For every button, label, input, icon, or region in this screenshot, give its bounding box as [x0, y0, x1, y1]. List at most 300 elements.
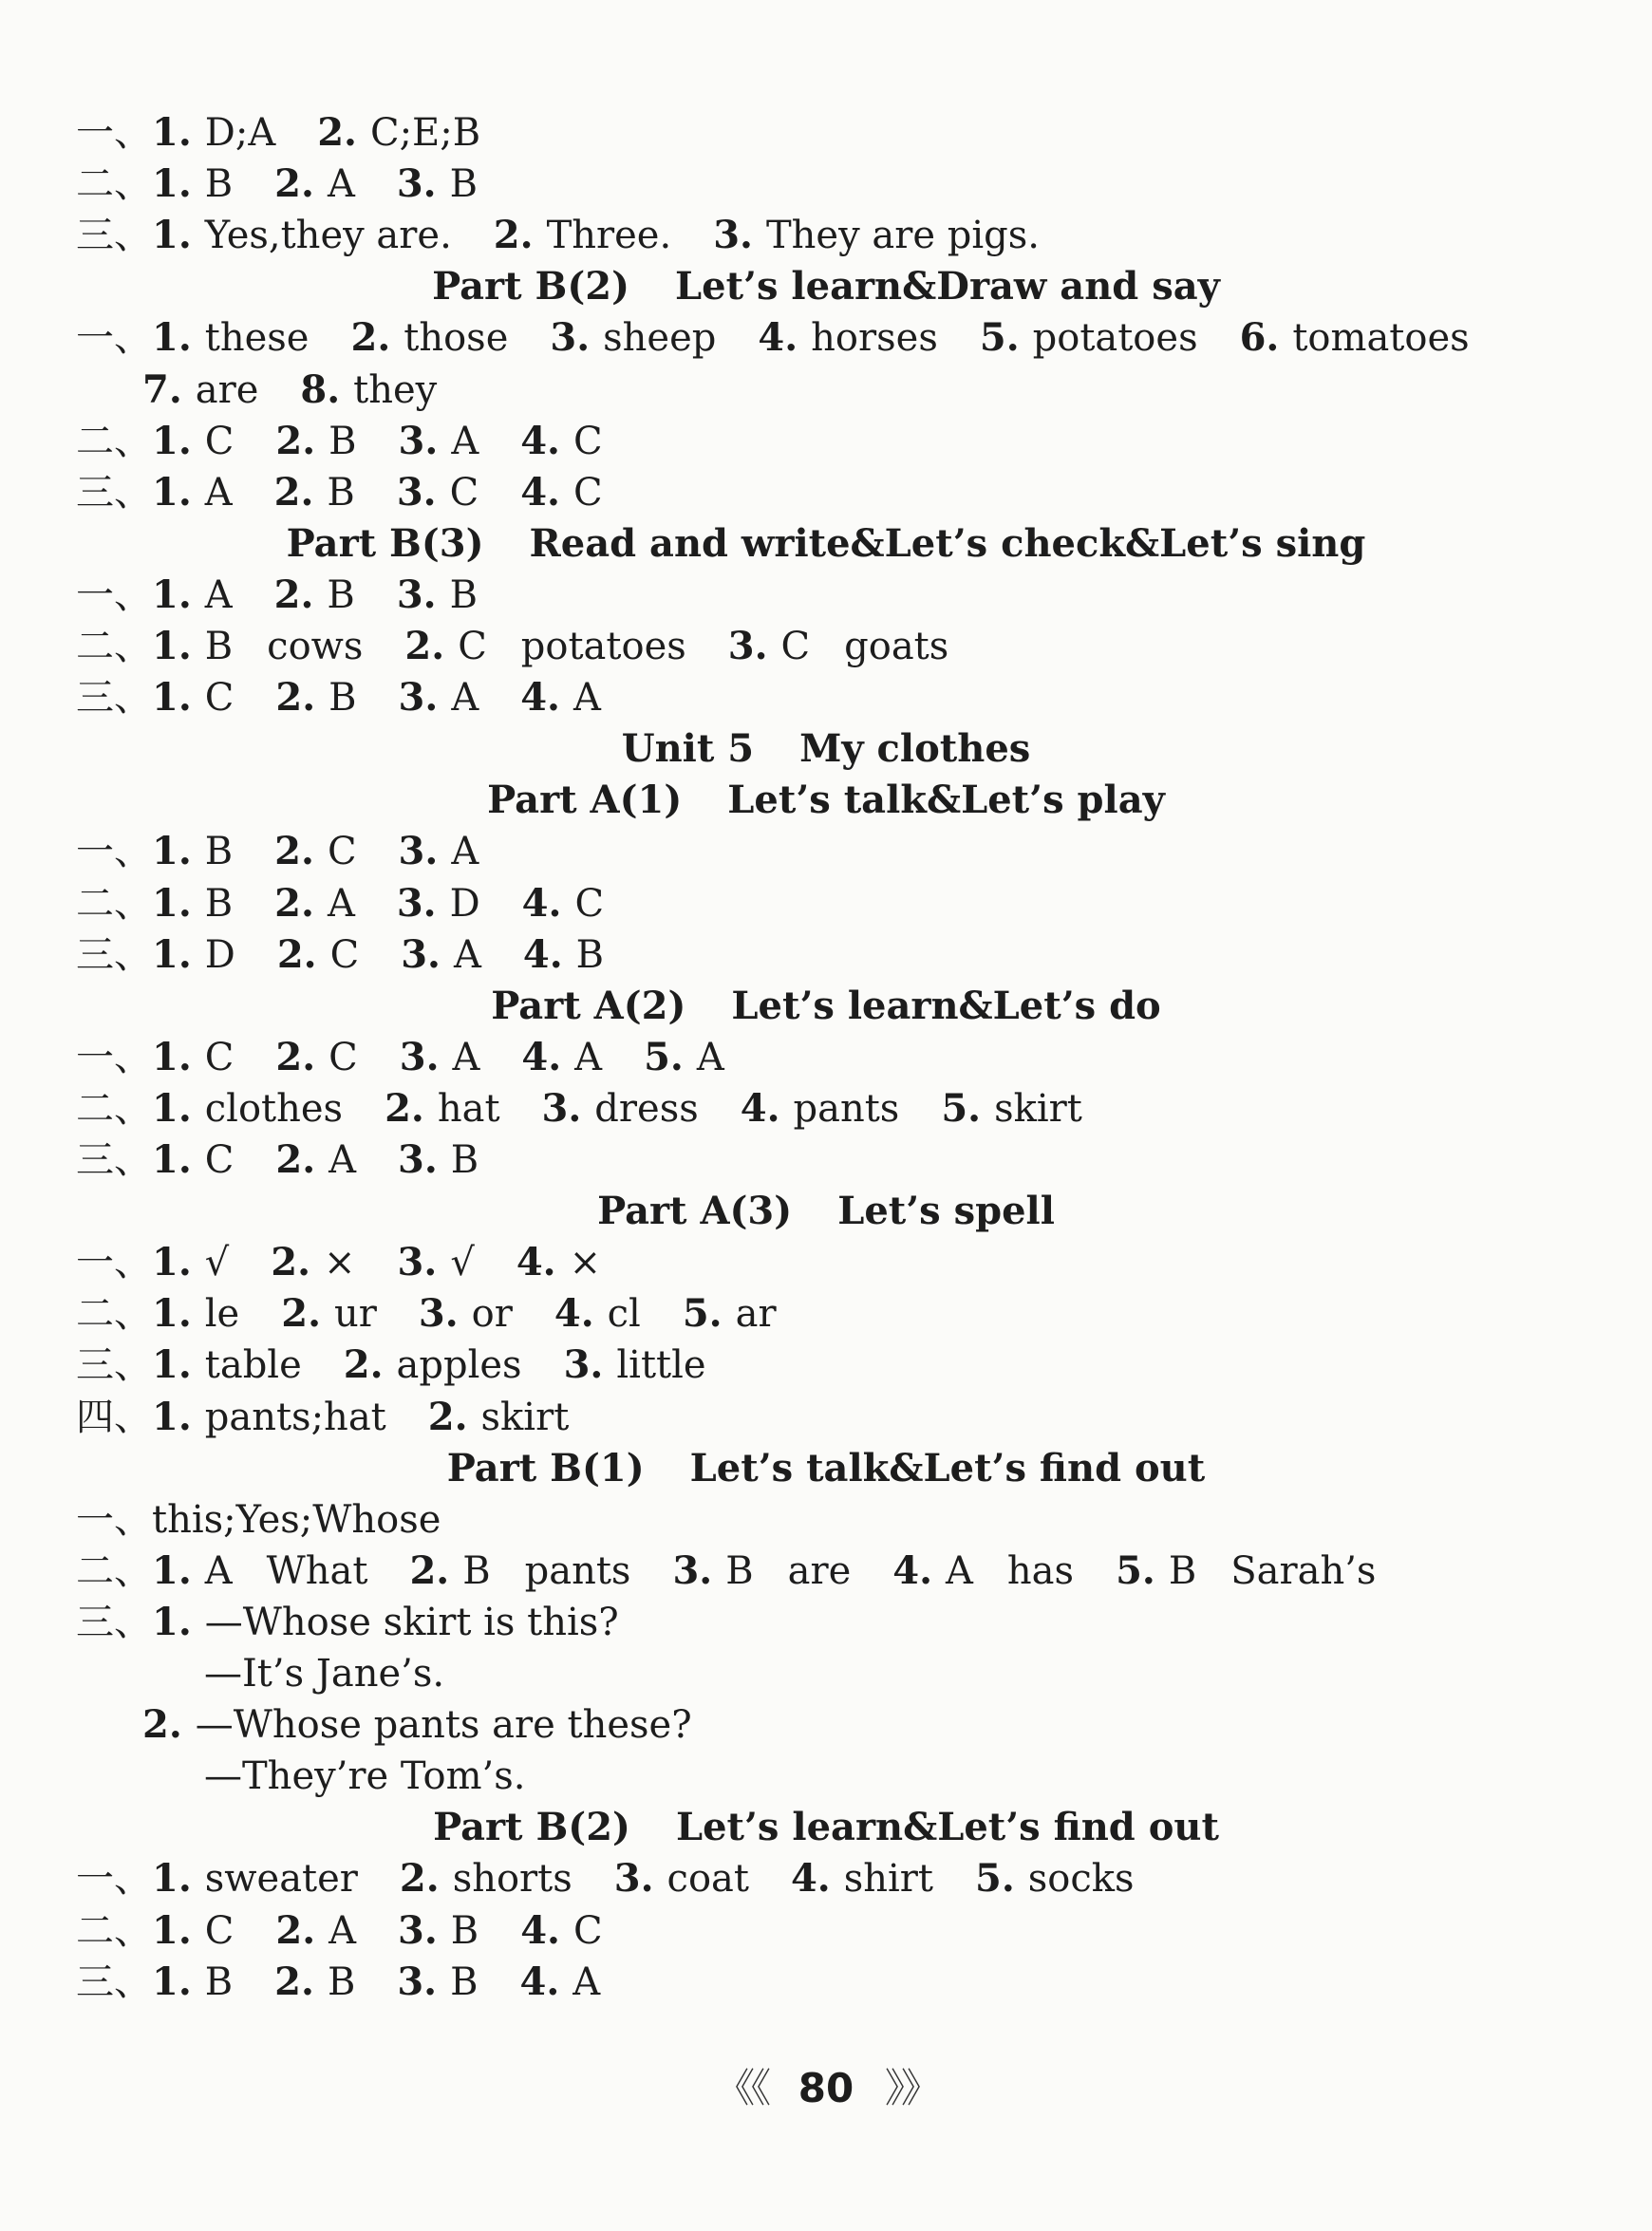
- section-activity-title: My clothes: [799, 726, 1031, 771]
- item-word: pants: [524, 1549, 631, 1593]
- exercise-marker: 四、: [76, 1396, 152, 1439]
- answer-item: [644, 1032, 724, 1083]
- item-number: 1.: [152, 1035, 192, 1079]
- answer-item: [152, 1597, 619, 1648]
- answer-item: [300, 365, 437, 416]
- item-answer: C: [574, 882, 605, 926]
- item-number: 2.: [275, 419, 316, 463]
- item-number: 1.: [152, 213, 192, 257]
- answer-item: [554, 1288, 641, 1340]
- answer-line: [76, 1340, 1557, 1391]
- item-answer: they: [353, 368, 438, 412]
- section-activity-title: Let’s spell: [837, 1189, 1055, 1233]
- item-number: 4.: [520, 470, 560, 515]
- item-answer: C: [204, 1909, 235, 1953]
- item-answer: B: [204, 625, 234, 668]
- exercise-marker: 一、: [76, 1498, 152, 1542]
- item-number: 3.: [399, 1035, 440, 1079]
- item-number: 2.: [404, 624, 445, 668]
- item-answer: √: [450, 1241, 475, 1284]
- answer-line: [76, 570, 1557, 621]
- exercise-marker: 三、: [76, 1960, 152, 2004]
- item-answer: C: [573, 1909, 603, 1953]
- answer-item: [344, 1340, 522, 1391]
- section-part-label: Part B(2): [433, 1805, 630, 1849]
- item-answer: C: [573, 420, 603, 463]
- exercise-marker: 三、: [76, 471, 152, 515]
- item-number: 4.: [758, 315, 798, 360]
- item-number: 3.: [396, 161, 437, 206]
- item-number: 1.: [152, 1395, 192, 1439]
- answer-item: [516, 1237, 601, 1288]
- item-number: 2.: [274, 1959, 314, 2004]
- answer-item: [713, 210, 1040, 261]
- answer-item: [398, 1237, 475, 1288]
- item-number: 3.: [396, 572, 437, 617]
- answer-item: [397, 1957, 478, 2008]
- answer-item: [152, 1957, 233, 2008]
- item-answer: these: [204, 316, 310, 360]
- item-answer: D: [449, 882, 480, 926]
- answer-item: [281, 1288, 377, 1340]
- answer-item: [399, 672, 479, 723]
- exercise-marker: 一、: [76, 830, 152, 873]
- item-number: 3.: [401, 932, 441, 977]
- section-heading: [0, 261, 1652, 312]
- item-answer: horses: [811, 316, 938, 360]
- item-number: 2.: [274, 161, 314, 206]
- section-part-label: Part A(2): [491, 984, 686, 1028]
- item-answer: this;Yes;Whose: [152, 1498, 441, 1542]
- answer-item: [152, 826, 233, 877]
- item-answer: D: [204, 933, 235, 977]
- answer-item: [152, 312, 309, 364]
- item-answer: ×: [324, 1241, 356, 1284]
- footer-left-mark: 《《: [715, 2065, 768, 2111]
- exercise-marker: 二、: [76, 1087, 152, 1131]
- item-number: 3.: [396, 881, 437, 926]
- answer-item: [520, 1905, 602, 1957]
- item-number: 4.: [520, 675, 560, 720]
- section-part-label: Part A(3): [597, 1189, 793, 1233]
- item-number: 4.: [520, 1908, 560, 1953]
- exercise-marker: 一、: [76, 1857, 152, 1901]
- item-number: 2.: [275, 1908, 316, 1953]
- answer-line: [76, 1546, 1557, 1597]
- item-number: 2.: [273, 470, 314, 515]
- answer-line: [76, 1392, 1557, 1443]
- section-activity-title: Let’s talk&Let’s play: [727, 778, 1165, 822]
- section-part-label: Unit 5: [621, 726, 755, 771]
- item-answer: B: [204, 1960, 234, 2004]
- answer-line: [76, 1957, 1557, 2008]
- answer-item: [152, 210, 452, 261]
- item-answer: C: [573, 471, 603, 515]
- item-answer: A: [573, 1960, 601, 2004]
- answer-item: [542, 1083, 699, 1134]
- answer-item: [521, 1032, 602, 1083]
- exercise-marker: 三、: [76, 676, 152, 720]
- item-number: 5.: [1116, 1548, 1155, 1593]
- item-number: 2.: [343, 1342, 384, 1387]
- exercise-marker: 三、: [76, 1601, 152, 1644]
- answer-item: [152, 1340, 302, 1391]
- answer-item: [672, 1546, 851, 1597]
- item-answer: A: [204, 471, 233, 515]
- item-answer: A: [327, 162, 355, 206]
- item-number: 3.: [672, 1548, 713, 1593]
- answer-line: [204, 1751, 1557, 1802]
- answer-line: [76, 107, 1557, 159]
- item-answer: C: [327, 830, 357, 873]
- item-number: 2.: [276, 932, 317, 977]
- answer-item: [274, 159, 355, 210]
- answer-item: [523, 929, 604, 981]
- answer-line: [76, 159, 1557, 210]
- item-number: 3.: [563, 1342, 604, 1387]
- item-number: 4.: [520, 419, 560, 463]
- answer-item: [400, 1032, 480, 1083]
- answer-item: [274, 467, 355, 518]
- answer-item: [204, 1648, 444, 1699]
- item-answer: C: [329, 1036, 358, 1079]
- item-number: 2.: [350, 315, 391, 360]
- answer-line: [76, 312, 1557, 364]
- answer-item: [271, 1237, 355, 1288]
- item-word: potatoes: [520, 625, 686, 668]
- answer-item: [274, 570, 355, 621]
- item-number: 3.: [398, 419, 439, 463]
- answer-item: [152, 1905, 234, 1957]
- item-answer: sweater: [204, 1857, 358, 1901]
- answer-item: [152, 1392, 386, 1443]
- item-answer: —Whose pants are these?: [195, 1703, 692, 1747]
- item-word: are: [787, 1549, 852, 1593]
- item-word: What: [266, 1549, 368, 1593]
- answer-item: [275, 672, 356, 723]
- answer-item: [152, 1134, 234, 1186]
- answer-line: [76, 1032, 1557, 1083]
- item-answer: A: [204, 1549, 233, 1593]
- answer-line: [76, 1905, 1557, 1957]
- item-answer: B: [329, 420, 357, 463]
- item-answer: A: [573, 676, 601, 720]
- item-number: 4.: [522, 932, 563, 977]
- answer-item: [275, 1134, 356, 1186]
- item-number: 5.: [975, 1856, 1015, 1901]
- answer-item: [277, 929, 359, 981]
- section-heading: [0, 1443, 1652, 1494]
- item-answer: C: [204, 1036, 235, 1079]
- answer-item: [152, 1288, 239, 1340]
- item-number: 4.: [521, 881, 562, 926]
- item-number: 2.: [274, 881, 314, 926]
- item-number: 4.: [516, 1240, 556, 1284]
- exercise-marker: 二、: [76, 1292, 152, 1336]
- item-answer: B: [450, 1960, 479, 2004]
- exercise-marker: 一、: [76, 1241, 152, 1284]
- item-answer: shirt: [843, 1857, 933, 1901]
- item-number: 5.: [644, 1035, 684, 1079]
- item-answer: B: [575, 933, 605, 977]
- item-answer: little: [616, 1343, 706, 1387]
- answer-item: [152, 159, 233, 210]
- item-number: 3.: [396, 470, 437, 515]
- answer-item: [520, 416, 602, 467]
- answer-line: [76, 416, 1557, 467]
- answer-line: [76, 826, 1557, 877]
- item-number: 1.: [152, 1600, 192, 1644]
- exercise-marker: 一、: [76, 111, 152, 155]
- item-answer: B: [327, 573, 355, 617]
- exercise-marker: 二、: [76, 1549, 152, 1593]
- item-answer: A: [329, 1909, 357, 1953]
- answer-item: [152, 467, 233, 518]
- item-answer: pants;hat: [204, 1396, 386, 1439]
- item-number: 2.: [271, 1240, 311, 1284]
- answer-line: [76, 1853, 1557, 1904]
- item-answer: A: [696, 1036, 724, 1079]
- item-number: 1.: [152, 110, 192, 155]
- section-heading: [0, 775, 1652, 826]
- item-number: 1.: [152, 470, 192, 515]
- item-number: 1.: [152, 1342, 192, 1387]
- item-answer: C: [204, 676, 235, 720]
- section-part-label: Part B(3): [286, 521, 484, 566]
- item-number: 1.: [152, 1548, 192, 1593]
- item-number: 1.: [152, 932, 192, 977]
- answer-item: [152, 570, 233, 621]
- section-heading: [0, 518, 1652, 570]
- item-answer: B: [329, 676, 357, 720]
- answer-item: [152, 929, 235, 981]
- item-answer: Yes,they are.: [204, 214, 452, 257]
- item-number: 2.: [385, 1086, 424, 1131]
- item-number: 3.: [418, 1291, 459, 1336]
- answer-item: [520, 467, 602, 518]
- exercise-marker: 三、: [76, 933, 152, 977]
- answer-item: [204, 1751, 525, 1802]
- item-answer: ar: [735, 1292, 777, 1336]
- item-number: 2.: [399, 1856, 440, 1901]
- section-part-label: Part B(2): [432, 264, 629, 309]
- answer-line: [76, 1597, 1557, 1648]
- item-number: 1.: [152, 161, 192, 206]
- answer-item: [941, 1083, 1082, 1134]
- item-number: 5.: [941, 1086, 982, 1131]
- answer-line: [76, 878, 1557, 929]
- exercise-marker: 一、: [76, 573, 152, 617]
- item-number: 1.: [152, 315, 192, 360]
- item-number: 3.: [727, 624, 768, 668]
- item-answer: B: [450, 1909, 479, 1953]
- item-word: cows: [267, 625, 364, 668]
- item-number: 8.: [300, 367, 341, 412]
- answer-item: [1240, 312, 1470, 364]
- item-answer: ur: [334, 1292, 377, 1336]
- exercise-marker: 三、: [76, 214, 152, 257]
- item-number: 2.: [275, 675, 316, 720]
- item-number: 2.: [273, 572, 314, 617]
- item-answer: or: [471, 1292, 513, 1336]
- item-number: 4.: [790, 1856, 831, 1901]
- item-number: 6.: [1239, 315, 1280, 360]
- item-number: 3.: [398, 1137, 438, 1182]
- answer-item: [152, 1083, 343, 1134]
- item-number: 1.: [152, 1137, 192, 1182]
- answer-item: [385, 1083, 499, 1134]
- item-answer: A: [452, 1036, 480, 1079]
- exercise-marker: 二、: [76, 1909, 152, 1953]
- item-answer: coat: [666, 1857, 749, 1901]
- section-heading: [0, 1802, 1652, 1853]
- item-answer: those: [404, 316, 509, 360]
- answer-item: [152, 621, 363, 672]
- item-answer: skirt: [994, 1087, 1082, 1131]
- item-number: 1.: [152, 829, 192, 873]
- item-answer: C: [458, 625, 487, 668]
- section-heading: [0, 723, 1652, 775]
- section-activity-title: Let’s learn&Draw and say: [675, 264, 1220, 309]
- item-answer: B: [204, 830, 234, 873]
- item-answer: are: [195, 368, 259, 412]
- item-number: 2.: [275, 1137, 316, 1182]
- item-answer: pants: [793, 1087, 900, 1131]
- answer-line: [76, 1494, 1557, 1546]
- answer-item: [152, 107, 275, 159]
- answer-item: [892, 1546, 1074, 1597]
- item-number: 2.: [275, 1035, 316, 1079]
- item-answer: A: [574, 1036, 603, 1079]
- item-answer: C: [329, 933, 360, 977]
- item-number: 3.: [397, 1240, 438, 1284]
- answer-item: [428, 1392, 570, 1443]
- section-heading: [0, 981, 1652, 1032]
- footer-right-mark: 》》: [884, 2065, 937, 2111]
- page-footer: [0, 2060, 1652, 2117]
- answer-item: [975, 1853, 1135, 1904]
- item-answer: C: [204, 1138, 235, 1182]
- answer-item: [397, 467, 479, 518]
- item-answer: B: [462, 1549, 491, 1593]
- answer-item: [274, 826, 356, 877]
- section-heading: [0, 1186, 1652, 1237]
- item-answer: tomatoes: [1292, 316, 1470, 360]
- answer-item: [1116, 1546, 1376, 1597]
- answer-item: [275, 416, 356, 467]
- exercise-marker: 一、: [76, 1036, 152, 1079]
- item-answer: socks: [1027, 1857, 1135, 1901]
- answer-item: [152, 1032, 234, 1083]
- item-answer: B: [449, 573, 478, 617]
- answer-line: [76, 1237, 1557, 1288]
- answer-item: [152, 1853, 358, 1904]
- item-number: 7.: [142, 367, 182, 412]
- answer-item: [152, 416, 234, 467]
- item-number: 4.: [519, 1959, 560, 2004]
- item-answer: apples: [396, 1343, 522, 1387]
- item-answer: A: [451, 830, 479, 873]
- answer-item: [728, 621, 949, 672]
- item-answer: They are pigs.: [765, 214, 1040, 257]
- item-answer: D;A: [204, 111, 276, 155]
- exercise-marker: 三、: [76, 1343, 152, 1387]
- item-answer: A: [946, 1549, 973, 1593]
- answer-line: [204, 1648, 1557, 1699]
- exercise-marker: 二、: [76, 882, 152, 926]
- item-number: 3.: [550, 315, 591, 360]
- answer-item: [142, 365, 258, 416]
- item-word: Sarah’s: [1230, 1549, 1377, 1593]
- item-answer: B: [725, 1549, 754, 1593]
- item-number: 1.: [152, 1959, 192, 2004]
- item-number: 4.: [554, 1291, 594, 1336]
- exercise-marker: 三、: [76, 1138, 152, 1182]
- answer-item: [980, 312, 1198, 364]
- answer-line: [76, 1288, 1557, 1340]
- item-number: 2.: [142, 1702, 182, 1747]
- item-answer: B: [204, 162, 234, 206]
- item-number: 2.: [274, 829, 314, 873]
- answer-item: [152, 1546, 367, 1597]
- item-word: goats: [844, 625, 949, 668]
- answer-line: [76, 1083, 1557, 1134]
- answer-item: [401, 929, 481, 981]
- item-number: 1.: [152, 1291, 192, 1336]
- answer-item: [317, 107, 480, 159]
- answer-item: [404, 621, 685, 672]
- exercise-marker: 二、: [76, 625, 152, 668]
- answer-item: [398, 1134, 479, 1186]
- item-number: 1.: [152, 1908, 192, 1953]
- item-answer: A: [204, 573, 233, 617]
- item-number: 1.: [152, 1240, 192, 1284]
- item-number: 2.: [493, 213, 534, 257]
- item-number: 2.: [427, 1395, 468, 1439]
- item-number: 4.: [892, 1548, 933, 1593]
- item-answer: —They’re Tom’s.: [204, 1754, 526, 1798]
- answer-item: [419, 1288, 513, 1340]
- item-answer: skirt: [480, 1396, 570, 1439]
- answer-item: [275, 1905, 356, 1957]
- item-answer: Three.: [546, 214, 672, 257]
- item-answer: —Whose skirt is this?: [204, 1601, 619, 1644]
- item-number: 3.: [398, 1908, 438, 1953]
- answer-item: [350, 312, 508, 364]
- item-answer: ×: [569, 1241, 602, 1284]
- item-answer: dress: [594, 1087, 699, 1131]
- answer-item: [614, 1853, 749, 1904]
- item-number: 1.: [152, 1086, 192, 1131]
- item-answer: √: [204, 1241, 230, 1284]
- item-number: 5.: [979, 315, 1020, 360]
- answer-item: [758, 312, 937, 364]
- answer-item: [399, 416, 479, 467]
- item-answer: C: [780, 625, 811, 668]
- item-answer: C: [449, 471, 479, 515]
- answer-item: [520, 672, 601, 723]
- answer-line: [76, 672, 1557, 723]
- item-number: 3.: [398, 829, 439, 873]
- answer-line: [142, 365, 1557, 416]
- section-activity-title: Read and write&Let’s check&Let’s sing: [529, 521, 1366, 566]
- answer-item: [564, 1340, 706, 1391]
- item-number: 2.: [409, 1548, 450, 1593]
- exercise-marker: 二、: [76, 162, 152, 206]
- item-answer: le: [204, 1292, 240, 1336]
- answer-item: [522, 878, 604, 929]
- item-number: 1.: [152, 881, 192, 926]
